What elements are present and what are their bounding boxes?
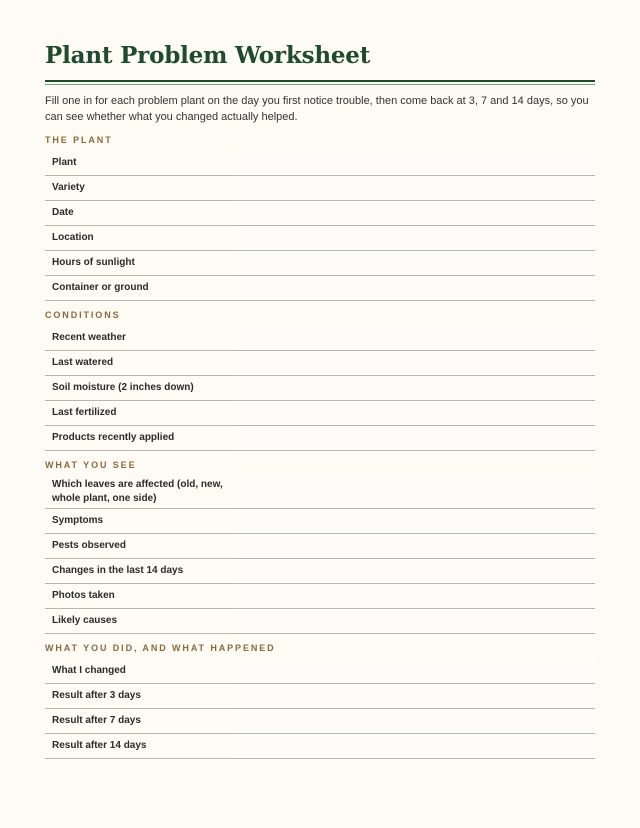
form-row-plant (45, 151, 595, 176)
form-row-symptoms (45, 509, 595, 534)
container-or-ground-input[interactable] (232, 276, 595, 300)
title-rule (45, 80, 595, 82)
form-row-recent-weather (45, 326, 595, 351)
location-input[interactable] (232, 226, 595, 250)
changes-last-14-days-input[interactable] (232, 559, 595, 583)
section-heading-the-plant: THE PLANT (45, 135, 113, 145)
soil-moisture-input[interactable] (232, 376, 595, 400)
affected-leaves-input[interactable] (232, 476, 595, 508)
form-row-last-fertilized (45, 401, 595, 426)
form-row-products-recently-applied (45, 426, 595, 451)
field-label: Hours of sunlight (52, 257, 135, 268)
field-label: Photos taken (52, 590, 115, 601)
title-rule-thin (45, 84, 595, 85)
form-row-changes-last-14-days (45, 559, 595, 584)
form-row-location (45, 226, 595, 251)
form-row-hours-of-sunlight (45, 251, 595, 276)
result-3-days-input[interactable] (232, 684, 595, 708)
pests-observed-input[interactable] (232, 534, 595, 558)
form-row-variety (45, 176, 595, 201)
field-label: Plant (52, 157, 77, 168)
field-label: Symptoms (52, 515, 104, 526)
page-title: Plant Problem Worksheet (45, 42, 371, 69)
field-label: Pests observed (52, 540, 126, 551)
field-label: Recent weather (52, 332, 126, 343)
field-label: Location (52, 232, 94, 243)
form-row-affected-leaves (45, 476, 595, 509)
products-recently-applied-input[interactable] (232, 426, 595, 450)
form-row-result-14-days (45, 734, 595, 759)
field-label: Products recently applied (52, 432, 175, 443)
result-7-days-input[interactable] (232, 709, 595, 733)
form-row-result-7-days (45, 709, 595, 734)
recent-weather-input[interactable] (232, 326, 595, 350)
photos-taken-input[interactable] (232, 584, 595, 608)
field-label: Soil moisture (2 inches down) (52, 382, 194, 393)
field-label: Result after 7 days (52, 715, 141, 726)
field-label: What I changed (52, 665, 126, 676)
form-row-soil-moisture (45, 376, 595, 401)
intro-text: Fill one in for each problem plant on the day you first notice trouble, then come back at 3, 7 and 14 days, so you can see whether what you changed actually helped. (45, 95, 589, 123)
date-input[interactable] (232, 201, 595, 225)
field-label: Container or ground (52, 282, 149, 293)
form-row-last-watered (45, 351, 595, 376)
field-label: Changes in the last 14 days (52, 565, 184, 576)
form-row-what-i-changed (45, 659, 595, 684)
variety-input[interactable] (232, 176, 595, 200)
field-label: Result after 14 days (52, 740, 147, 751)
form-row-photos-taken (45, 584, 595, 609)
likely-causes-input[interactable] (232, 609, 595, 633)
result-14-days-input[interactable] (232, 734, 595, 758)
field-label: Likely causes (52, 615, 118, 626)
section-heading-what-you-did: WHAT YOU DID, AND WHAT HAPPENED (45, 643, 276, 653)
last-fertilized-input[interactable] (232, 401, 595, 425)
section-heading-what-you-see: WHAT YOU SEE (45, 460, 137, 470)
field-label: Last watered (52, 357, 114, 368)
plant-input[interactable] (232, 151, 595, 175)
form-row-container-or-ground (45, 276, 595, 301)
field-label: Which leaves are affected (old, new, whole plant, one side) (52, 479, 223, 504)
form-row-likely-causes (45, 609, 595, 634)
field-label: Result after 3 days (52, 690, 141, 701)
field-label: Variety (52, 182, 85, 193)
hours-of-sunlight-input[interactable] (232, 251, 595, 275)
form-row-date (45, 201, 595, 226)
form-row-pests-observed (45, 534, 595, 559)
field-label: Date (52, 207, 74, 218)
field-label: Last fertilized (52, 407, 117, 418)
last-watered-input[interactable] (232, 351, 595, 375)
what-i-changed-input[interactable] (232, 659, 595, 683)
form-row-result-3-days (45, 684, 595, 709)
section-heading-conditions: CONDITIONS (45, 310, 121, 320)
symptoms-input[interactable] (232, 509, 595, 533)
